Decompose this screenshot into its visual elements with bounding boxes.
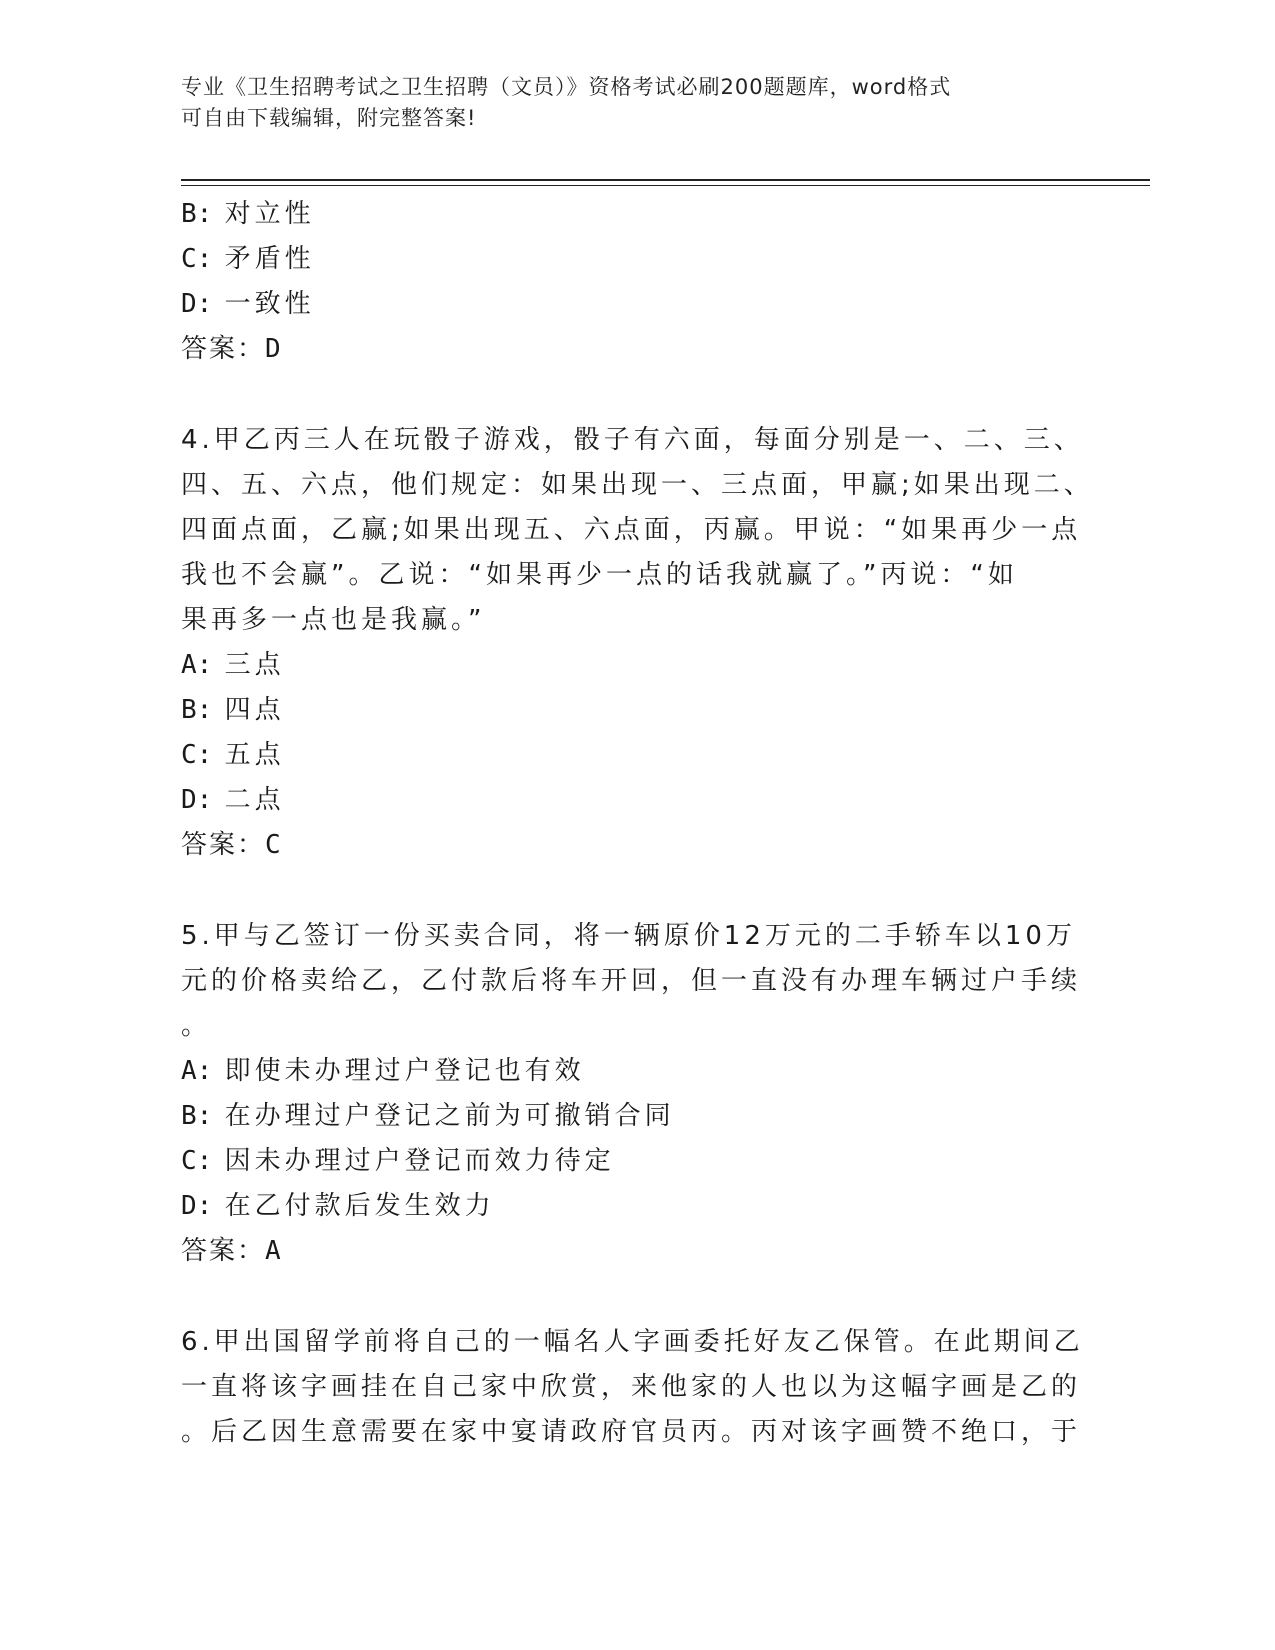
- answer-line: [181, 327, 1071, 372]
- option-letter: D:: [181, 1191, 213, 1221]
- answer-label: 答案：: [181, 1236, 266, 1266]
- option-letter: B:: [181, 695, 213, 725]
- option-b: [181, 1094, 1071, 1139]
- document-body: [181, 192, 1094, 1455]
- option-letter: C:: [181, 1146, 213, 1176]
- option-d: [181, 778, 1071, 823]
- option-b: [181, 688, 1071, 733]
- header-rule-thin: [181, 185, 1150, 186]
- question-3-tail: [181, 192, 1071, 372]
- question-stem-line: 。: [181, 1011, 212, 1041]
- answer-line: [181, 1229, 1071, 1274]
- question-stem-line: 果再多一点也是我赢。”: [181, 605, 486, 635]
- option-text: 四点: [224, 695, 285, 725]
- option-text: 即使未办理过户登记也有效: [224, 1056, 585, 1086]
- option-d: [181, 1184, 1071, 1229]
- option-text: 二点: [224, 785, 285, 815]
- option-d: [181, 282, 1071, 327]
- question-5: [181, 914, 1082, 1274]
- answer-value: D: [265, 334, 281, 364]
- option-c: [181, 237, 1071, 282]
- answer-label: 答案：: [181, 830, 266, 860]
- option-c: [181, 733, 1071, 778]
- option-text: 在办理过户登记之前为可撤销合同: [224, 1101, 675, 1131]
- option-letter: D:: [181, 289, 213, 319]
- option-b: [181, 192, 1071, 237]
- option-letter: A:: [181, 650, 213, 680]
- answer-value: C: [265, 830, 281, 860]
- question-stem-line: 四、五、六点，他们规定：如果出现一、三点面，甲赢;如果出现二、: [181, 470, 1094, 500]
- question-stem-line: 4.甲乙丙三人在玩骰子游戏，骰子有六面，每面分别是一、二、三、: [181, 425, 1084, 455]
- option-text: 因未办理过户登记而效力待定: [224, 1146, 615, 1176]
- answer-label: 答案：: [181, 334, 266, 364]
- option-letter: B:: [181, 1101, 213, 1131]
- option-text: 一致性: [224, 289, 315, 319]
- option-text: 在乙付款后发生效力: [224, 1191, 495, 1221]
- option-letter: C:: [181, 244, 213, 274]
- question-stem-line: 四面点面，乙赢;如果出现五、六点面，丙赢。甲说：“如果再少一点: [181, 515, 1082, 545]
- header-line-1: 专业《卫生招聘考试之卫生招聘（文员）》资格考试必刷200题题库，word格式: [181, 75, 952, 99]
- option-a: [181, 643, 1071, 688]
- option-text: 对立性: [224, 199, 315, 229]
- question-stem-line: 6.甲出国留学前将自己的一幅名人字画委托好友乙保管。在此期间乙: [181, 1327, 1084, 1357]
- question-4: [181, 418, 1094, 868]
- header-line-2: 可自由下载编辑，附完整答案!: [181, 106, 477, 130]
- question-stem-line: 5.甲与乙签订一份买卖合同，将一辆原价12万元的二手轿车以10万: [181, 921, 1076, 951]
- option-letter: B:: [181, 199, 213, 229]
- question-stem-line: 元的价格卖给乙，乙付款后将车开回，但一直没有办理车辆过户手续: [181, 966, 1082, 996]
- question-stem-line: 。后乙因生意需要在家中宴请政府官员丙。丙对该字画赞不绝口，于: [181, 1417, 1082, 1447]
- answer-line: [181, 823, 1071, 868]
- question-stem-line: 我也不会赢”。乙说：“如果再少一点的话我就赢了。”丙说：“如: [181, 560, 1018, 590]
- option-letter: C:: [181, 740, 213, 770]
- option-letter: A:: [181, 1056, 213, 1086]
- answer-value: A: [265, 1236, 281, 1266]
- document-header: [181, 72, 1041, 134]
- question-6: [181, 1320, 1084, 1455]
- option-text: 矛盾性: [224, 244, 315, 274]
- option-text: 三点: [224, 650, 285, 680]
- question-stem-line: 一直将该字画挂在自己家中欣赏，来他家的人也以为这幅字画是乙的: [181, 1372, 1082, 1402]
- option-letter: D:: [181, 785, 213, 815]
- option-c: [181, 1139, 1071, 1184]
- header-rule-thick: [181, 179, 1150, 181]
- option-a: [181, 1049, 1071, 1094]
- option-text: 五点: [224, 740, 285, 770]
